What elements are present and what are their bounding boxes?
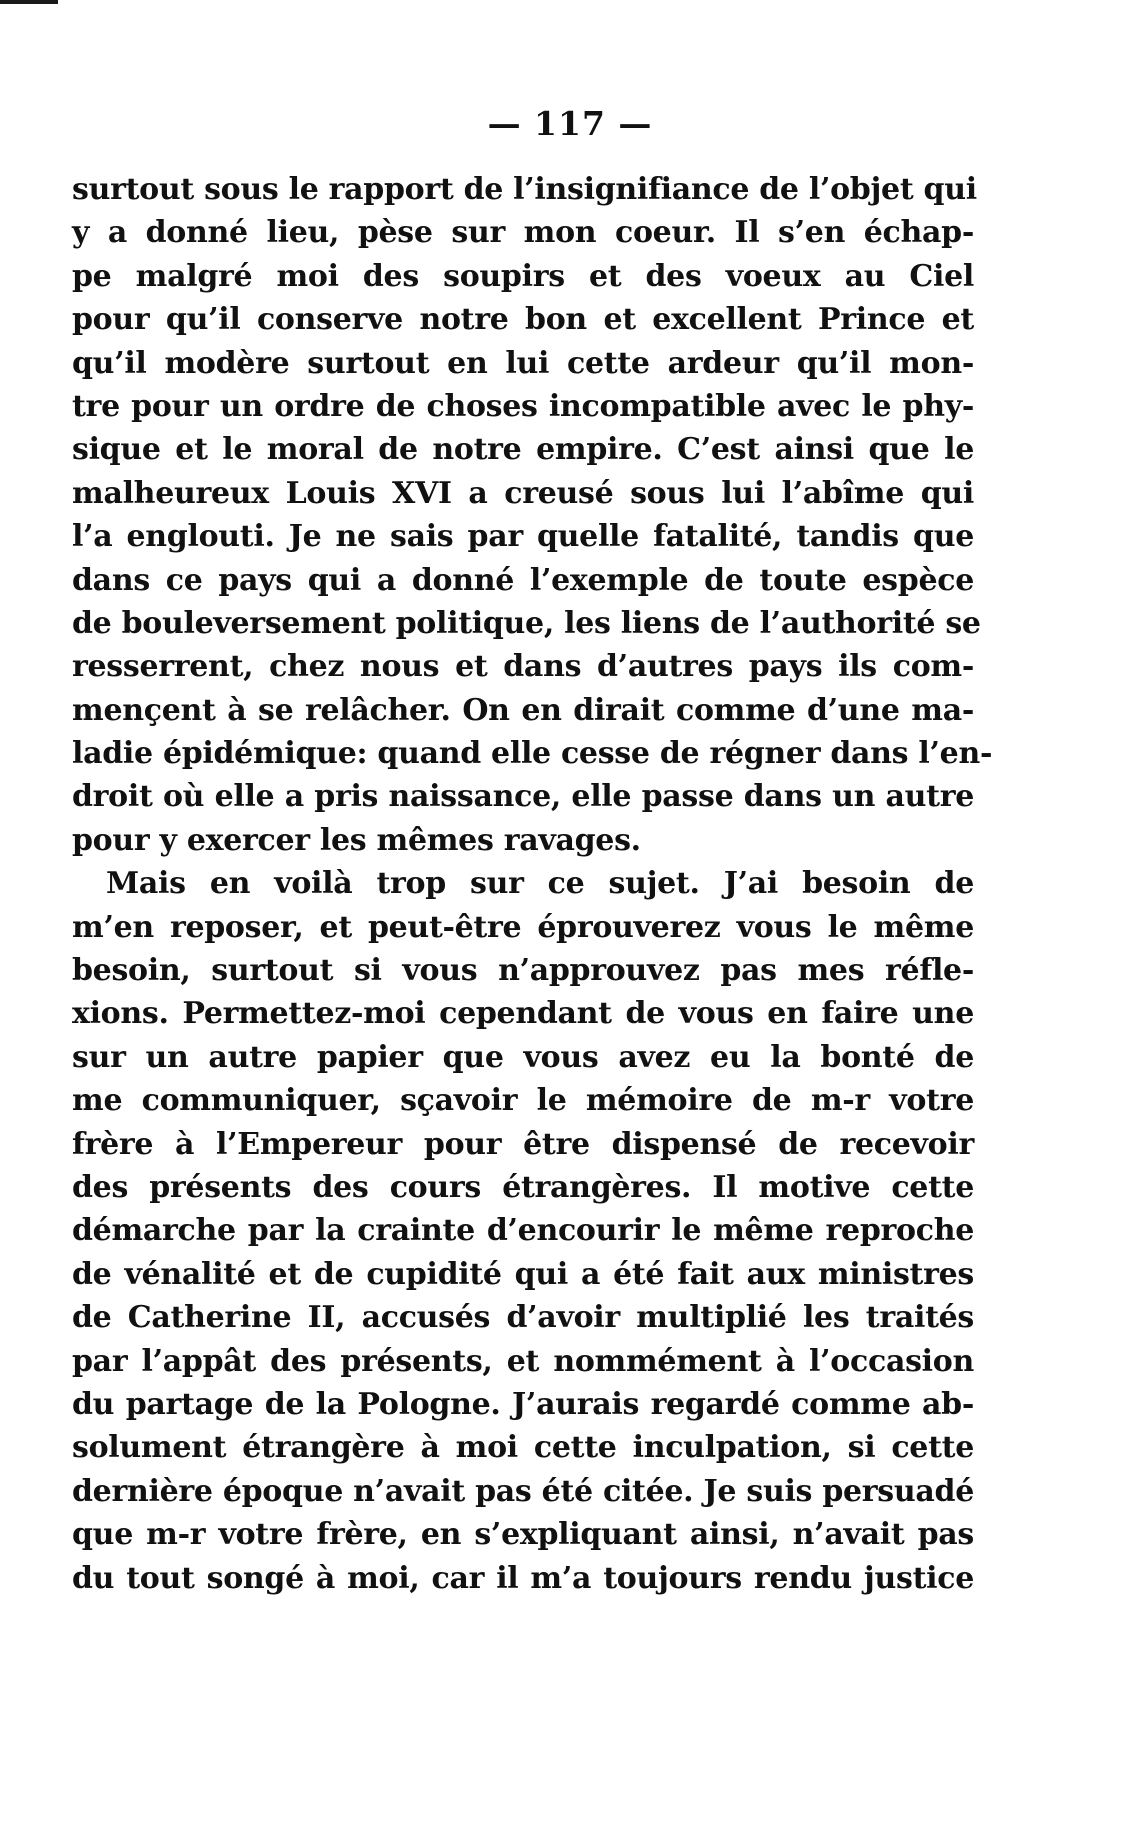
text-line: droit où elle a pris naissance, elle passe dans un autre: [72, 779, 974, 815]
text-line: ladie épidémique: quand elle cesse de régner dans l’en-: [72, 736, 993, 772]
paragraph-start-line: Mais en voilà trop sur ce sujet. J’ai besoin de: [106, 866, 974, 902]
page-body-text: [72, 168, 993, 1600]
text-line: tre pour un ordre de choses incompatible avec le phy-: [72, 388, 974, 424]
text-line: besoin, surtout si vous n’approuvez pas mes réfle-: [72, 953, 974, 989]
text-line: sur un autre papier que vous avez eu la bonté de: [72, 1039, 974, 1075]
text-line: du tout songé à moi, car il m’a toujours rendu justice: [72, 1560, 974, 1596]
page-number: — 117 —: [487, 104, 653, 143]
text-line: xions. Permettez-moi cependant de vous en faire une: [72, 996, 974, 1032]
text-line: m’en reposer, et peut-être éprouverez vous le même: [72, 909, 974, 945]
text-line: sique et le moral de notre empire. C’est ainsi que le: [72, 432, 974, 468]
text-line: mençent à se relâcher. On en dirait comme d’une ma-: [72, 692, 974, 728]
text-line: du partage de la Pologne. J’aurais regardé comme ab-: [72, 1386, 974, 1422]
text-line: malheureux Louis XVI a creusé sous lui l’abîme qui: [72, 475, 974, 511]
text-line: de Catherine II, accusés d’avoir multiplié les traités: [72, 1300, 974, 1336]
text-line: de bouleversement politique, les liens de l’authorité se: [72, 605, 981, 641]
text-line: dans ce pays qui a donné l’exemple de toute espèce: [72, 562, 974, 598]
text-line: pour qu’il conserve notre bon et excellent Prince et: [72, 302, 974, 338]
text-line: surtout sous le rapport de l’insignifiance de l’objet qui: [72, 172, 977, 207]
text-line: qu’il modère surtout en lui cette ardeur qu’il mon-: [72, 345, 974, 381]
scan-corner-mark: [0, 0, 58, 4]
text-line: pe malgré moi des soupirs et des voeux au Ciel: [72, 258, 974, 294]
paragraph-end-line: pour y exercer les mêmes ravages.: [72, 822, 641, 858]
text-line: que m-r votre frère, en s’expliquant ainsi, n’avait pas: [72, 1517, 974, 1553]
text-line: démarche par la crainte d’encourir le même reproche: [72, 1213, 974, 1249]
text-line: me communiquer, sçavoir le mémoire de m-r votre: [72, 1083, 974, 1119]
text-line: frère à l’Empereur pour être dispensé de recevoir: [72, 1126, 974, 1162]
text-line: de vénalité et de cupidité qui a été fait aux ministres: [72, 1256, 974, 1292]
text-line: dernière époque n’avait pas été citée. Je suis persuadé: [72, 1473, 974, 1509]
text-line: par l’appât des présents, et nommément à l’occasion: [72, 1343, 974, 1379]
text-line: des présents des cours étrangères. Il motive cette: [72, 1169, 974, 1205]
text-line: l’a englouti. Je ne sais par quelle fatalité, tandis que: [72, 519, 974, 555]
text-line: y a donné lieu, pèse sur mon coeur. Il s’en échap-: [72, 215, 974, 251]
text-line: resserrent, chez nous et dans d’autres pays ils com-: [72, 649, 974, 685]
text-line: solument étrangère à moi cette inculpation, si cette: [72, 1430, 974, 1466]
